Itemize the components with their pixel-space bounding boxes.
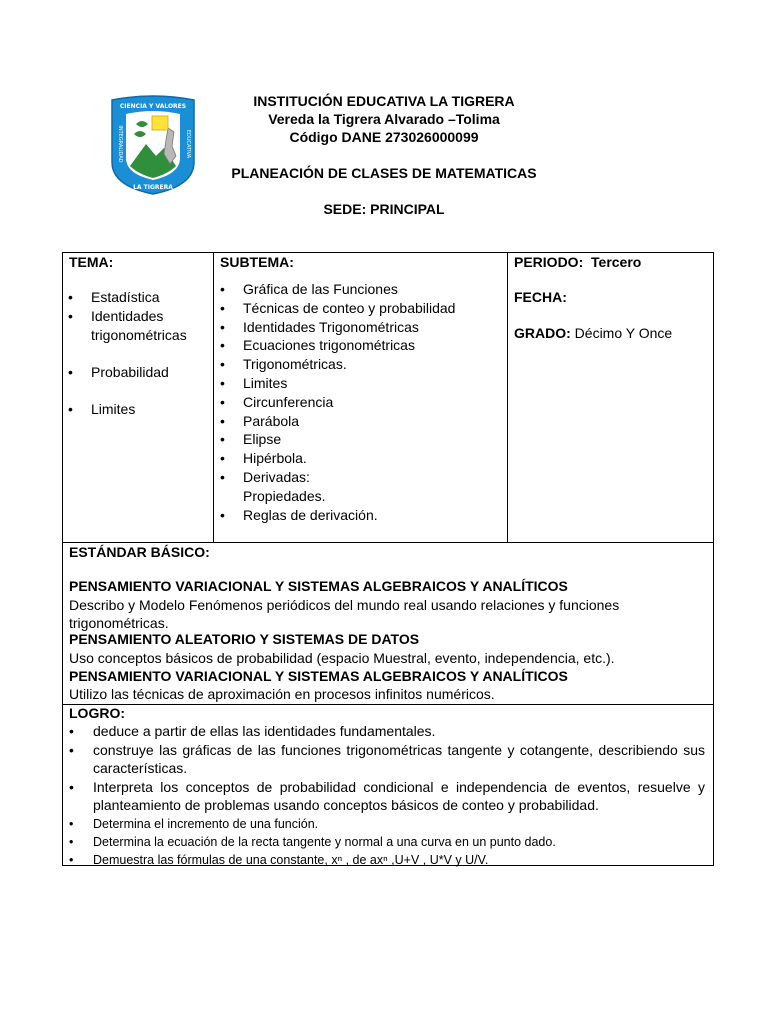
subtema-item: • Gráfica de las Funciones bbox=[213, 280, 455, 299]
estandar-p2-title: PENSAMIENTO ALEATORIO Y SISTEMAS DE DATOS bbox=[69, 631, 420, 647]
subtema-item: • Limites bbox=[213, 374, 455, 393]
tema-item: • Estadística bbox=[61, 288, 211, 307]
fecha-label: FECHA: bbox=[514, 289, 567, 305]
subtema-item: • Técnicas de conteo y probabilidad bbox=[213, 299, 455, 318]
logro-item: • Determina el incremento de una función. bbox=[63, 815, 705, 833]
institution-location: Vereda la Tigrera Alvarado –Tolima bbox=[268, 111, 500, 127]
subtema-item: • Identidades Trigonométricas bbox=[213, 318, 455, 337]
subtema-label: SUBTEMA: bbox=[220, 254, 294, 270]
dane-code: Código DANE 273026000099 bbox=[289, 129, 479, 145]
subtema-item: • Elipse bbox=[213, 430, 455, 449]
grado-row bbox=[514, 324, 672, 343]
tema-item: • Identidades trigonométricas bbox=[61, 307, 211, 363]
grado-label: GRADO: bbox=[514, 325, 571, 341]
estandar-p2-text: Uso conceptos básicos de probabilidad (espacio Muestral, evento, independencia, etc.). bbox=[69, 650, 615, 666]
periodo-row bbox=[514, 253, 641, 272]
subtema-item-continuation: Propiedades. bbox=[243, 487, 326, 504]
col-divider-2 bbox=[507, 252, 508, 542]
grado-value: Décimo Y Once bbox=[574, 325, 673, 341]
subtema-item: • Trigonométricas. bbox=[213, 355, 455, 374]
subtema-item: • Derivadas: bbox=[213, 468, 455, 487]
subtema-item: • Parábola bbox=[213, 412, 455, 431]
periodo-label: PERIODO: bbox=[514, 254, 584, 270]
estandar-p3-title: PENSAMIENTO VARIACIONAL Y SISTEMAS ALGEBRAICOS Y ANALÍTICOS bbox=[69, 668, 568, 684]
plan-title: PLANEACIÓN DE CLASES DE MATEMATICAS bbox=[231, 165, 537, 181]
logro-item: • Demuestra las fórmulas de una constante, xⁿ , de axⁿ ,U+V , U*V y U/V. bbox=[63, 851, 705, 869]
periodo-value: Tercero bbox=[591, 254, 642, 270]
logro-item: • deduce a partir de ellas las identidades fundamentales. bbox=[63, 722, 705, 741]
tema-label: TEMA: bbox=[69, 254, 114, 270]
logo-left-text: INTEGRALIDAD bbox=[117, 125, 123, 163]
tema-list bbox=[61, 288, 211, 419]
estandar-p1-text: Describo y Modelo Fenómenos periódicos del mundo real usando relaciones y funciones trigonométricas. bbox=[69, 597, 620, 631]
subtema-item: • Reglas de derivación. bbox=[213, 506, 455, 525]
estandar-label: ESTÁNDAR BÁSICO: bbox=[69, 544, 210, 560]
sede-title: SEDE: PRINCIPAL bbox=[323, 201, 445, 217]
logro-item: • Interpreta los conceptos de probabilidad condicional e independencia de eventos, resuelve y planteamiento de problemas usando conceptos básicos de conteo y probabilidad. bbox=[63, 778, 705, 815]
tema-item: • Limites bbox=[61, 400, 211, 419]
institution-name: INSTITUCIÓN EDUCATIVA LA TIGRERA bbox=[253, 93, 515, 109]
subtema-item: • Circunferencia bbox=[213, 393, 455, 412]
estandar-p3-text: Utilizo las técnicas de aproximación en procesos infinitos numéricos. bbox=[69, 686, 495, 702]
logro-label: LOGRO: bbox=[69, 705, 125, 721]
logo-right-text: EDUCATIVA bbox=[185, 129, 191, 159]
logro-item: • construye las gráficas de las funciones trigonométricas tangente y cotangente, describiendo sus características. bbox=[63, 741, 705, 778]
tema-item: • Probabilidad bbox=[61, 363, 211, 400]
logo-top-text: CIENCIA Y VALORES bbox=[119, 103, 187, 110]
estandar-p1-title: PENSAMIENTO VARIACIONAL Y SISTEMAS ALGEBRAICOS Y ANALÍTICOS bbox=[69, 578, 568, 594]
logro-item: • Determina la ecuación de la recta tangente y normal a una curva en un punto dado. bbox=[63, 833, 705, 851]
subtema-item: • Ecuaciones trigonométricas bbox=[213, 336, 455, 355]
subtema-list bbox=[213, 280, 455, 524]
row-divider-2 bbox=[62, 704, 714, 705]
subtema-item: • Hipérbola. bbox=[213, 449, 455, 468]
logo-bottom-text: LA TIGRERA bbox=[133, 184, 173, 191]
logro-list bbox=[63, 722, 705, 869]
